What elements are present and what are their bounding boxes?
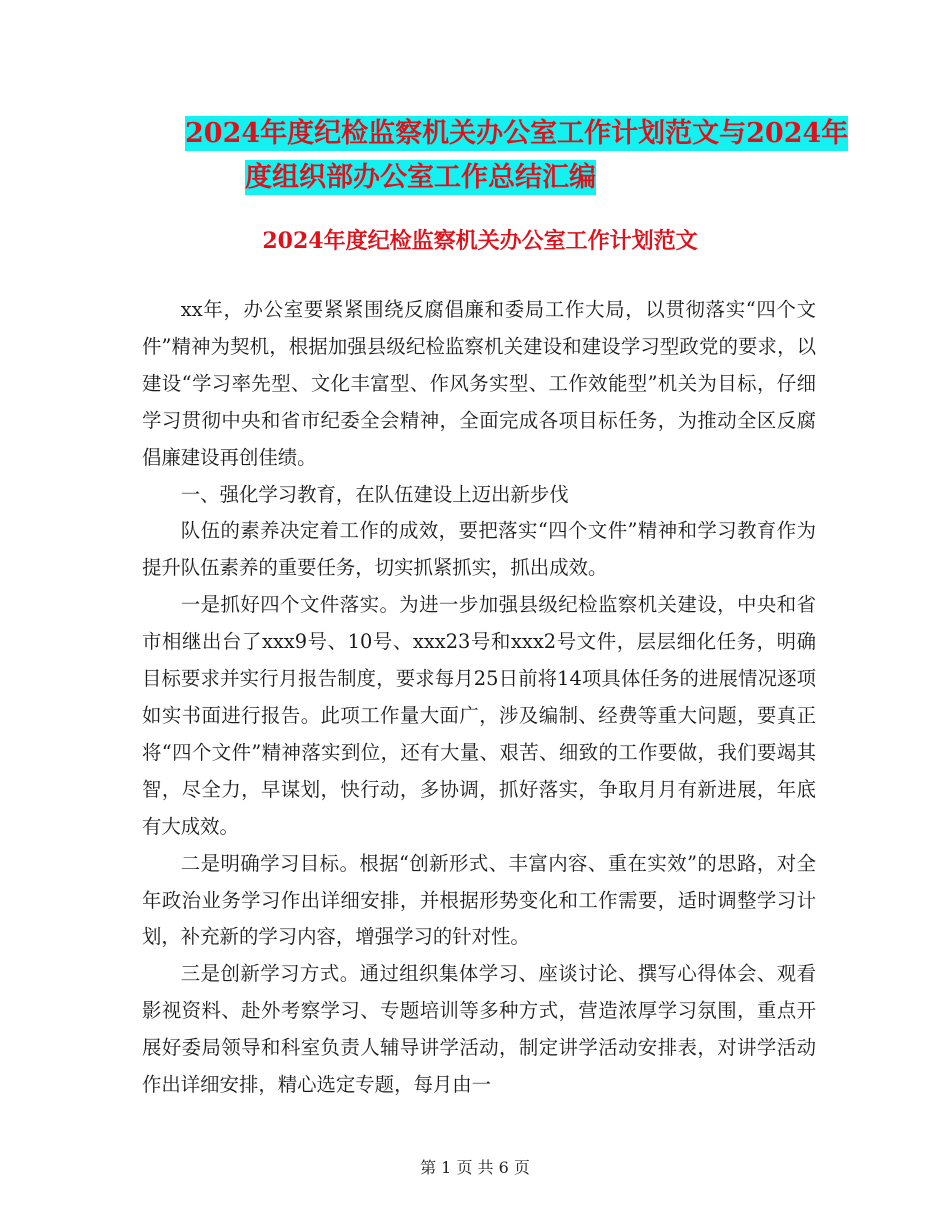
paragraph: xx年，办公室要紧紧围绕反腐倡廉和委局工作大局，以贯彻落实“四个文件”精神为契机，根据加强县级纪检监察机关建设和建设学习型政党的要求，以建设“学习率先型、文化丰富型、作风务实型、工作效能型”机关为目标，仔细学习贯彻中央和省市纪委全会精神，全面完成各项目标任务，为推动全区反腐倡廉建设再创佳绩。 [142,298,816,469]
document-title [140,112,849,200]
paragraph: 队伍的素养决定着工作的成效，要把落实“四个文件”精神和学习教育作为提升队伍素养的重要任务，切实抓紧抓实，抓出成效。 [142,519,816,580]
document-title-line-1: 2024年度纪检监察机关办公室工作计划范文与2024年 [185,118,849,149]
page-footer: 第 1 页 共 6 页 [420,1158,530,1177]
section-title: 2024年度纪检监察机关办公室工作计划范文 [262,228,698,254]
paragraph: 三是创新学习方式。通过组织集体学习、座谈讨论、撰写心得体会、观看影视资料、赴外考察学习、专题培训等多种方式，营造浓厚学习氛围，重点开展好委局领导和科室负责人辅导讲学活动，制定讲学活动安排表，对讲学活动作出详细安排，精心选定专题，每月由一 [142,962,816,1097]
paragraph-heading: 一、强化学习教育，在队伍建设上迈出新步伐 [180,482,569,506]
body-text [142,292,816,1104]
document-title-line-2: 度组织部办公室工作总结汇编 [245,162,596,193]
paragraph: 二是明确学习目标。根据“创新形式、丰富内容、重在实效”的思路，对全年政治业务学习作出详细安排，并根据形势变化和工作需要，适时调整学习计划，补充新的学习内容，增强学习的针对性。 [142,851,816,949]
paragraph: 一是抓好四个文件落实。为进一步加强县级纪检监察机关建设，中央和省市相继出台了xxx9号、10号、xxx23号和xxx2号文件，层层细化任务，明确目标要求并实行月报告制度，要求每月25日前将14项具体任务的进展情况逐项如实书面进行报告。此项工作量大面广，涉及编制、经费等重大问题，要真正将“四个文件”精神落实到位，还有大量、艰苦、细致的工作要做，我们要竭其智，尽全力，早谋划，快行动，多协调，抓好落实，争取月月有新进展，年底有大成效。 [142,593,816,838]
